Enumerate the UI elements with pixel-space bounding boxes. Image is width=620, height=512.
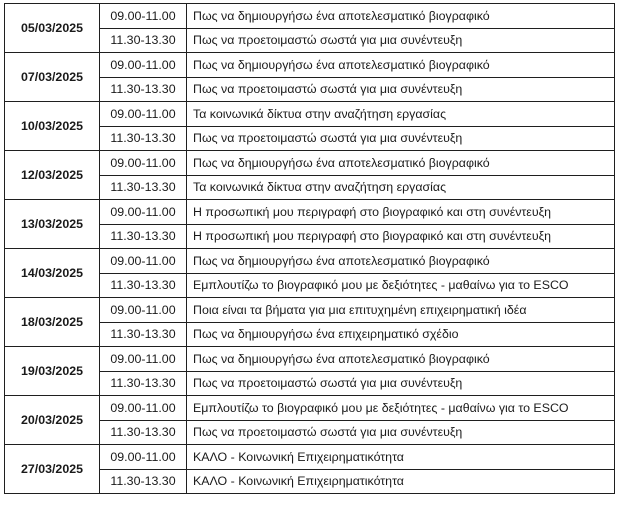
topic-cell: Εμπλουτίζω το βιογραφικό μου με δεξιότητες - μαθαίνω για το ESCO [187, 396, 615, 421]
table-row [5, 102, 615, 127]
topic-cell: Πως να προετοιμαστώ σωστά για μια συνέντευξη [187, 126, 615, 151]
table-row [5, 200, 615, 225]
date-cell: 12/03/2025 [5, 151, 100, 200]
topic-cell: Πως να δημιουργήσω ένα αποτελεσματικό βιογραφικό [187, 151, 615, 176]
table-row [5, 298, 615, 323]
time-cell: 09.00-11.00 [100, 445, 187, 470]
time-cell: 11.30-13.30 [100, 322, 187, 347]
time-cell: 09.00-11.00 [100, 396, 187, 421]
time-cell: 11.30-13.30 [100, 273, 187, 298]
topic-cell: Πως να δημιουργήσω ένα αποτελεσματικό βιογραφικό [187, 347, 615, 372]
date-cell: 07/03/2025 [5, 53, 100, 102]
time-cell: 09.00-11.00 [100, 151, 187, 176]
date-cell: 14/03/2025 [5, 249, 100, 298]
date-cell: 20/03/2025 [5, 396, 100, 445]
schedule-table [4, 3, 615, 494]
date-cell: 19/03/2025 [5, 347, 100, 396]
time-cell: 09.00-11.00 [100, 53, 187, 78]
schedule-body [5, 4, 615, 494]
topic-cell: ΚΑΛΟ - Κοινωνική Επιχειρηματικότητα [187, 445, 615, 470]
topic-cell: Πως να δημιουργήσω ένα αποτελεσματικό βιογραφικό [187, 53, 615, 78]
topic-cell: Πως να δημιουργήσω ένα επιχειρηματικό σχέδιο [187, 322, 615, 347]
time-cell: 11.30-13.30 [100, 371, 187, 396]
topic-cell: Πως να δημιουργήσω ένα αποτελεσματικό βιογραφικό [187, 249, 615, 274]
topic-cell: Τα κοινωνικά δίκτυα στην αναζήτηση εργασίας [187, 102, 615, 127]
time-cell: 09.00-11.00 [100, 102, 187, 127]
table-row [5, 4, 615, 29]
time-cell: 11.30-13.30 [100, 28, 187, 53]
time-cell: 11.30-13.30 [100, 224, 187, 249]
time-cell: 09.00-11.00 [100, 4, 187, 29]
date-cell: 18/03/2025 [5, 298, 100, 347]
topic-cell: Εμπλουτίζω το βιογραφικό μου με δεξιότητες - μαθαίνω για το ESCO [187, 273, 615, 298]
date-cell: 27/03/2025 [5, 445, 100, 494]
time-cell: 11.30-13.30 [100, 77, 187, 102]
time-cell: 09.00-11.00 [100, 200, 187, 225]
topic-cell: Πως να προετοιμαστώ σωστά για μια συνέντευξη [187, 77, 615, 102]
time-cell: 11.30-13.30 [100, 126, 187, 151]
table-row [5, 445, 615, 470]
time-cell: 09.00-11.00 [100, 249, 187, 274]
table-row [5, 249, 615, 274]
table-row [5, 53, 615, 78]
time-cell: 11.30-13.30 [100, 175, 187, 200]
time-cell: 09.00-11.00 [100, 347, 187, 372]
topic-cell: Πως να δημιουργήσω ένα αποτελεσματικό βιογραφικό [187, 4, 615, 29]
topic-cell: Ποια είναι τα βήματα για μια επιτυχημένη επιχειρηματική ιδέα [187, 298, 615, 323]
topic-cell: Πως να προετοιμαστώ σωστά για μια συνέντευξη [187, 28, 615, 53]
table-row [5, 396, 615, 421]
time-cell: 09.00-11.00 [100, 298, 187, 323]
time-cell: 11.30-13.30 [100, 420, 187, 445]
topic-cell: Η προσωπική μου περιγραφή στο βιογραφικό και στη συνέντευξη [187, 200, 615, 225]
date-cell: 10/03/2025 [5, 102, 100, 151]
topic-cell: Τα κοινωνικά δίκτυα στην αναζήτηση εργασίας [187, 175, 615, 200]
time-cell: 11.30-13.30 [100, 469, 187, 494]
table-row [5, 151, 615, 176]
table-row [5, 347, 615, 372]
topic-cell: Πως να προετοιμαστώ σωστά για μια συνέντευξη [187, 371, 615, 396]
topic-cell: ΚΑΛΟ - Κοινωνική Επιχειρηματικότητα [187, 469, 615, 494]
date-cell: 13/03/2025 [5, 200, 100, 249]
topic-cell: Η προσωπική μου περιγραφή στο βιογραφικό και στη συνέντευξη [187, 224, 615, 249]
date-cell: 05/03/2025 [5, 4, 100, 53]
topic-cell: Πως να προετοιμαστώ σωστά για μια συνέντευξη [187, 420, 615, 445]
